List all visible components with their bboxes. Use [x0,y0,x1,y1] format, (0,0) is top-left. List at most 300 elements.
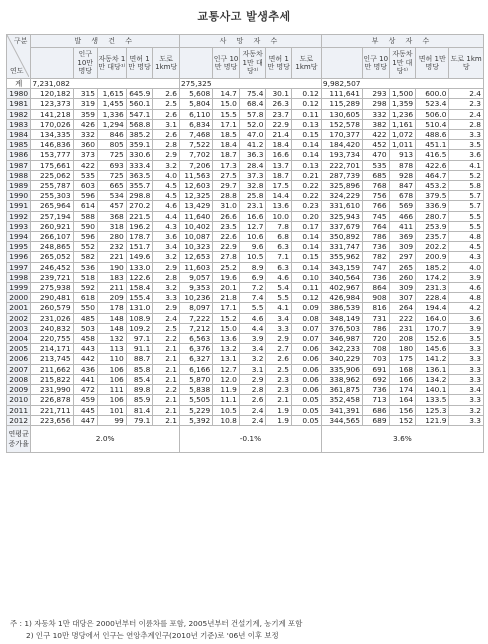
value-cell: 185.2 [416,262,449,272]
value-cell: 11.1 [213,395,240,405]
value-cell: 745 [362,211,389,221]
total-injuries: 9,982,507 [321,79,483,89]
value-cell: 523.4 [416,99,449,109]
value-cell: 131.0 [126,303,153,313]
value-cell: 693 [97,160,126,170]
value-cell: 315 [73,89,97,99]
value-cell: 552 [73,242,97,252]
value-cell: 13,429 [179,201,212,211]
value-cell: 713 [362,395,389,405]
value-cell: 9,353 [179,283,212,293]
value-cell: 3.2 [449,405,484,415]
year-cell: 1987 [7,160,31,170]
value-cell: 166 [389,374,416,384]
table-row [7,364,484,374]
value-cell: 196.2 [126,221,153,231]
value-cell: 1,072 [389,130,416,140]
value-cell: 3.2 [153,283,180,293]
year-cell: 2012 [7,415,31,425]
value-cell: 0.06 [291,354,321,364]
group-header-deaths: 사 망 자 수 [179,35,321,48]
value-cell: 68.4 [239,99,266,109]
value-cell: 52.0 [239,119,266,129]
value-cell: 30.1 [266,89,292,99]
value-cell: 0.17 [291,221,321,231]
value-cell: 178 [97,303,126,313]
value-cell: 2.9 [266,334,292,344]
value-cell: 5.5 [449,211,484,221]
table-row [7,395,484,405]
value-cell: 275,938 [31,283,73,293]
value-cell: 81.4 [126,405,153,415]
value-cell: 148 [97,313,126,323]
value-cell: 0.11 [291,283,321,293]
value-cell: 152.6 [416,334,449,344]
value-cell: 248,865 [31,242,73,252]
value-cell: 18.7 [213,150,240,160]
value-cell: 0.22 [291,191,321,201]
value-cell: 211 [97,283,126,293]
year-cell: 2003 [7,323,31,333]
value-cell: 582 [73,252,97,262]
growth-deaths: -0.1% [179,425,321,452]
value-cell: 332 [362,109,389,119]
value-cell: 5.5 [239,303,266,313]
value-cell: 106 [97,395,126,405]
year-cell: 1986 [7,150,31,160]
table-row [7,130,484,140]
year-cell: 1983 [7,119,31,129]
value-cell: 1,236 [389,109,416,119]
value-cell: 618 [73,293,97,303]
table-row [7,150,484,160]
value-cell: 453.2 [416,181,449,191]
value-cell: 88.7 [126,354,153,364]
value-cell: 747 [362,262,389,272]
value-cell: 231 [389,323,416,333]
page-title: 교통사고 발생추세 [197,10,291,23]
value-cell: 4.3 [449,252,484,262]
value-cell: 2.6 [239,395,266,405]
value-cell: 22.6 [213,232,240,242]
value-cell: 376,503 [321,323,362,333]
value-cell: 246,452 [31,262,73,272]
value-cell: 260 [389,272,416,282]
year-cell: 1988 [7,170,31,180]
value-cell: 7,522 [179,140,212,150]
value-cell: 211,662 [31,364,73,374]
year-cell: 1990 [7,191,31,201]
table-row [7,334,484,344]
year-cell: 2010 [7,395,31,405]
value-cell: 426 [73,119,97,129]
value-cell: 1,011 [389,140,416,150]
year-cell: 2009 [7,385,31,395]
value-cell: 13.6 [213,334,240,344]
value-cell: 344,565 [321,415,362,425]
value-cell: 140.1 [416,385,449,395]
value-cell: 183 [97,272,126,282]
value-cell: 133.5 [416,395,449,405]
value-cell: 846 [97,130,126,140]
value-cell: 20.1 [213,283,240,293]
value-cell: 10.5 [213,405,240,415]
year-cell: 2001 [7,303,31,313]
value-cell: 3.3 [449,374,484,384]
value-cell: 0.05 [291,405,321,415]
value-cell: 4.8 [449,232,484,242]
value-cell: 2.8 [153,272,180,282]
value-cell: 603 [73,181,97,191]
value-cell: 10.8 [213,415,240,425]
value-cell: 10,323 [179,242,212,252]
year-cell: 1984 [7,130,31,140]
table-row [7,313,484,323]
sub-header-g2-c5: 도로 1km당 [449,48,484,79]
value-cell: 928 [389,170,416,180]
value-cell: 0.08 [291,313,321,323]
value-cell: 0.13 [291,160,321,170]
value-cell: 3.2 [153,252,180,262]
year-cell: 1991 [7,201,31,211]
value-cell: 2.4 [449,109,484,119]
value-cell: 280 [97,232,126,242]
value-cell: 17.3 [213,160,240,170]
value-cell: 121.9 [416,415,449,425]
total-accidents: 7,231,082 [31,79,180,89]
value-cell: 152 [389,415,416,425]
value-cell: 3.2 [153,160,180,170]
value-cell: 115,289 [321,99,362,109]
value-cell: 536 [73,262,97,272]
value-cell: 457 [97,201,126,211]
value-cell: 3.6 [153,232,180,242]
value-cell: 692 [362,374,389,384]
value-cell: 18.7 [266,170,292,180]
value-cell: 4.8 [449,293,484,303]
value-cell: 786 [362,232,389,242]
value-cell: 155.4 [126,293,153,303]
value-cell: 2.2 [153,334,180,344]
value-cell: 451.1 [416,140,449,150]
value-cell: 25.2 [213,262,240,272]
value-cell: 133.0 [126,262,153,272]
value-cell: 4.1 [266,303,292,313]
value-cell: 3.9 [449,323,484,333]
sub-header-g1-c1 [179,48,212,79]
value-cell: 85.8 [126,364,153,374]
value-cell: 592 [73,283,97,293]
value-cell: 17.1 [213,303,240,313]
value-cell: 152,578 [321,119,362,129]
value-cell: 2.1 [153,364,180,374]
value-cell: 10,236 [179,293,212,303]
value-cell: 6.3 [266,242,292,252]
value-cell: 145.6 [416,344,449,354]
value-cell: 298 [362,99,389,109]
value-cell: 678 [389,191,416,201]
value-cell: 149.6 [126,252,153,262]
value-cell: 369 [389,232,416,242]
value-cell: 766 [362,201,389,211]
value-cell: 16.6 [239,211,266,221]
value-cell: 340,229 [321,354,362,364]
value-cell: 141.2 [416,354,449,364]
value-cell: 26.3 [266,99,292,109]
value-cell: 443 [73,344,97,354]
value-cell: 3.3 [449,395,484,405]
value-cell: 402,967 [321,283,362,293]
value-cell: 21.8 [213,293,240,303]
value-cell: 111,641 [321,89,362,99]
value-cell: 1,615 [97,89,126,99]
value-cell: 225,062 [31,170,73,180]
table-row [7,181,484,191]
value-cell: 309 [389,242,416,252]
value-cell: 0.14 [291,140,321,150]
value-cell: 41.2 [239,140,266,150]
value-cell: 153,777 [31,150,73,160]
table-row [7,344,484,354]
value-cell: 447 [73,415,97,425]
value-cell: 4.3 [153,221,180,231]
value-cell: 97.1 [126,334,153,344]
value-cell: 331,610 [321,201,362,211]
value-cell: 11,603 [179,262,212,272]
value-cell: 3.3 [449,344,484,354]
value-cell: 0.10 [291,272,321,282]
value-cell: 703 [362,354,389,364]
corner-top-label: 구분 [13,37,28,45]
value-cell: 422.6 [416,160,449,170]
value-cell: 442 [73,354,97,364]
value-cell: 174 [389,385,416,395]
value-cell: 319 [73,99,97,109]
value-cell: 361,875 [321,385,362,395]
table-row [7,201,484,211]
value-cell: 6.9 [239,272,266,282]
table-row [7,415,484,425]
value-cell: 12.0 [213,374,240,384]
value-cell: 7.8 [266,221,292,231]
value-cell: 324,229 [321,191,362,201]
value-cell: 106 [97,374,126,384]
value-cell: 1.9 [266,405,292,415]
value-cell: 3.3 [449,415,484,425]
value-cell: 441 [73,374,97,384]
value-cell: 10,087 [179,232,212,242]
value-cell: 4.4 [153,211,180,221]
year-cell: 1985 [7,140,31,150]
value-cell: 89.8 [126,385,153,395]
value-cell: 756 [362,191,389,201]
value-cell: 25.8 [239,191,266,201]
value-cell: 2.6 [153,130,180,140]
value-cell: 348,149 [321,313,362,323]
value-cell: 330.6 [126,150,153,160]
value-cell: 731 [362,313,389,323]
value-cell: 2.4 [239,405,266,415]
value-cell: 764 [362,221,389,231]
value-cell: 14.4 [266,191,292,201]
value-cell: 5.7 [449,191,484,201]
value-cell: 151.7 [126,242,153,252]
value-cell: 175 [389,354,416,364]
value-cell: 336.9 [416,201,449,211]
value-cell: 342,233 [321,344,362,354]
value-cell: 4.5 [153,191,180,201]
table-row [7,374,484,384]
value-cell: 32.8 [239,181,266,191]
value-cell: 782 [362,252,389,262]
value-cell: 17.5 [266,181,292,191]
value-cell: 1,500 [389,89,416,99]
table-row [7,303,484,313]
value-cell: 240,832 [31,323,73,333]
value-cell: 426,984 [321,293,362,303]
value-cell: 5.8 [449,181,484,191]
value-cell: 6,327 [179,354,212,364]
value-cell: 588 [73,211,97,221]
growth-label: 연평균 증가율 [7,425,31,452]
value-cell: 13.6 [266,201,292,211]
value-cell: 2.4 [239,415,266,425]
value-cell: 9,057 [179,272,212,282]
value-cell: 2.1 [153,344,180,354]
value-cell: 36.3 [239,150,266,160]
value-cell: 725 [97,170,126,180]
value-cell: 23.1 [239,201,266,211]
value-cell: 18.5 [213,130,240,140]
value-cell: 5.5 [449,221,484,231]
value-cell: 193,734 [321,150,362,160]
value-cell: 337,679 [321,221,362,231]
value-cell: 459 [73,395,97,405]
value-cell: 23.5 [213,221,240,231]
value-cell: 0.15 [291,252,321,262]
value-cell: 5,838 [179,385,212,395]
value-cell: 113 [97,344,126,354]
value-cell: 22.9 [266,119,292,129]
group-header-row [7,35,484,48]
value-cell: 0.06 [291,344,321,354]
value-cell: 340,564 [321,272,362,282]
value-cell: 168 [389,364,416,374]
value-cell: 2.3 [266,385,292,395]
value-cell: 146,836 [31,140,73,150]
table-row [7,211,484,221]
value-cell: 2.2 [153,385,180,395]
value-cell: 736 [362,242,389,252]
table-row [7,160,484,170]
value-cell: 5.5 [266,293,292,303]
value-cell: 11.9 [213,385,240,395]
value-cell: 221.5 [126,211,153,221]
value-cell: 266,107 [31,232,73,242]
year-cell: 1992 [7,211,31,221]
value-cell: 5,870 [179,374,212,384]
value-cell: 2.5 [266,364,292,374]
value-cell: 28.8 [213,191,240,201]
value-cell: 23.7 [266,109,292,119]
value-cell: 485 [73,313,97,323]
value-cell: 3.6 [449,150,484,160]
value-cell: 215,822 [31,374,73,384]
value-cell: 3.9 [449,272,484,282]
value-cell: 13.1 [213,354,240,364]
value-cell: 2.5 [153,99,180,109]
value-cell: 510.4 [416,119,449,129]
value-cell: 3.3 [449,364,484,374]
value-cell: 0.07 [291,334,321,344]
value-cell: 331,747 [321,242,362,252]
value-cell: 333.4 [126,160,153,170]
value-cell: 7.1 [266,252,292,262]
value-cell: 220,755 [31,334,73,344]
value-cell: 2.9 [153,262,180,272]
value-cell: 488.6 [416,130,449,140]
value-cell: 4.6 [449,283,484,293]
table-row [7,109,484,119]
value-cell: 0.14 [291,232,321,242]
year-cell: 1982 [7,109,31,119]
value-cell: 0.22 [291,181,321,191]
value-cell: 5,804 [179,99,212,109]
value-cell: 111 [97,385,126,395]
value-cell: 293 [362,89,389,99]
value-cell: 91.1 [126,344,153,354]
value-cell: 101 [97,405,126,415]
sub-header-g1-c3: 자동차 1만 대당¹⁾ [239,48,266,79]
value-cell: 2.1 [153,395,180,405]
value-cell: 352,458 [321,395,362,405]
value-cell: 194.4 [416,303,449,313]
value-cell: 15.5 [213,109,240,119]
value-cell: 0.14 [291,262,321,272]
value-cell: 6,563 [179,334,212,344]
value-cell: 180 [389,344,416,354]
value-cell: 79.1 [126,415,153,425]
table-row [7,232,484,242]
value-cell: 307 [389,293,416,303]
value-cell: 202.2 [416,242,449,252]
value-cell: 1,359 [389,99,416,109]
value-cell: 3.3 [449,354,484,364]
value-cell: 4.4 [239,323,266,333]
value-cell: 22.9 [213,242,240,252]
corner-cell [7,35,31,79]
value-cell: 4.0 [153,170,180,180]
value-cell: 708 [362,344,389,354]
sub-header-g1-c4: 면허 1만 명당 [266,48,292,79]
value-cell: 136.1 [416,364,449,374]
year-cell: 2011 [7,405,31,415]
year-cell: 2007 [7,364,31,374]
value-cell: 231,026 [31,313,73,323]
value-cell: 2.4 [449,89,484,99]
table-row [7,99,484,109]
value-cell: 5,392 [179,415,212,425]
accident-trend-table [6,34,484,453]
value-cell: 123,373 [31,99,73,109]
value-cell: 213,745 [31,354,73,364]
value-cell: 6,110 [179,109,212,119]
value-cell: 685 [362,170,389,180]
value-cell: 265,052 [31,252,73,262]
value-cell: 130,605 [321,109,362,119]
value-cell: 134.2 [416,374,449,384]
value-cell: 200.9 [416,252,449,262]
